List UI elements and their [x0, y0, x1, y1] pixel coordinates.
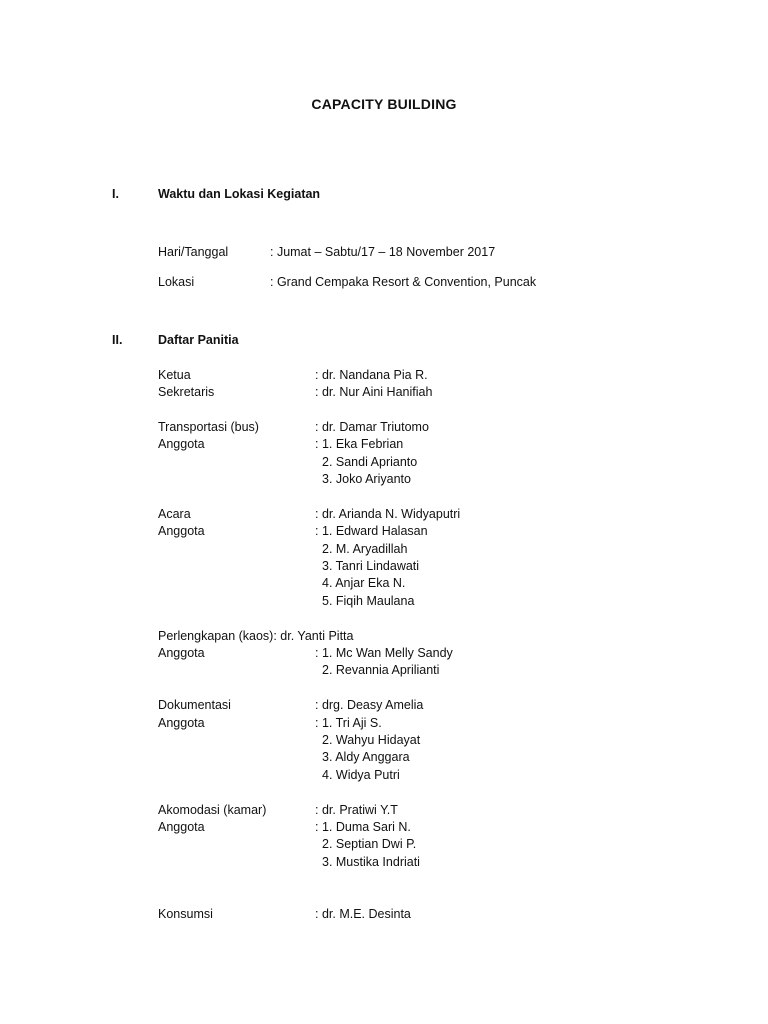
section-2-heading: Daftar Panitia — [158, 333, 239, 347]
akomodasi-member: 3. Mustika Indriati — [322, 855, 420, 869]
akomodasi-member: : 1. Duma Sari N. — [315, 820, 411, 834]
hari-tanggal-value: : Jumat – Sabtu/17 – 18 November 2017 — [270, 245, 496, 259]
sekretaris-value: : dr. Nur Aini Hanifiah — [315, 385, 433, 399]
section-1-number: I. — [112, 187, 119, 201]
transportasi-value: : dr. Damar Triutomo — [315, 420, 429, 434]
acara-member: 3. Tanri Lindawati — [322, 559, 420, 573]
transportasi-member: 3. Joko Ariyanto — [322, 472, 411, 486]
dokumentasi-member: 3. Aldy Anggara — [322, 750, 410, 764]
perlengkapan-anggota-label: Anggota — [158, 646, 205, 660]
transportasi-member: 2. Sandi Aprianto — [322, 455, 418, 469]
konsumsi-value: : dr. M.E. Desinta — [315, 907, 411, 921]
ketua-value: : dr. Nandana Pia R. — [315, 368, 428, 382]
acara-member: 2. M. Aryadillah — [322, 542, 408, 556]
ketua-label: Ketua — [158, 368, 191, 382]
dokumentasi-member: : 1. Tri Aji S. — [315, 716, 382, 730]
section-2-number: II. — [112, 333, 123, 347]
akomodasi-anggota-label: Anggota — [158, 820, 205, 834]
transportasi-anggota-label: Anggota — [158, 437, 205, 451]
lokasi-label: Lokasi — [158, 275, 195, 289]
acara-value: : dr. Arianda N. Widyaputri — [315, 507, 461, 521]
acara-member: : 1. Edward Halasan — [315, 524, 428, 538]
section-1-heading: Waktu dan Lokasi Kegiatan — [158, 187, 321, 201]
acara-anggota-label: Anggota — [158, 524, 205, 538]
dokumentasi-member: 4. Widya Putri — [322, 768, 400, 782]
transportasi-label: Transportasi (bus) — [158, 420, 259, 434]
dokumentasi-label: Dokumentasi — [158, 698, 231, 712]
dokumentasi-value: : drg. Deasy Amelia — [315, 698, 424, 712]
perlengkapan-member: : 1. Mc Wan Melly Sandy — [315, 646, 453, 660]
dokumentasi-member: 2. Wahyu Hidayat — [322, 733, 421, 747]
konsumsi-label: Konsumsi — [158, 907, 213, 921]
acara-member: 5. Fiqih Maulana — [322, 594, 415, 608]
acara-member: 4. Anjar Eka N. — [322, 576, 406, 590]
transportasi-member: : 1. Eka Febrian — [315, 437, 404, 451]
akomodasi-label: Akomodasi (kamar) — [158, 803, 267, 817]
hari-tanggal-label: Hari/Tanggal — [158, 245, 229, 259]
akomodasi-value: : dr. Pratiwi Y.T — [315, 803, 398, 817]
sekretaris-label: Sekretaris — [158, 385, 215, 399]
perlengkapan-member: 2. Revannia Aprilianti — [322, 663, 440, 677]
akomodasi-member: 2. Septian Dwi P. — [322, 837, 417, 851]
acara-label: Acara — [158, 507, 191, 521]
dokumentasi-anggota-label: Anggota — [158, 716, 205, 730]
document-title: CAPACITY BUILDING — [311, 96, 457, 112]
lokasi-value: : Grand Cempaka Resort & Convention, Puncak — [270, 275, 537, 289]
perlengkapan-label: Perlengkapan (kaos): dr. Yanti Pitta — [158, 629, 354, 643]
